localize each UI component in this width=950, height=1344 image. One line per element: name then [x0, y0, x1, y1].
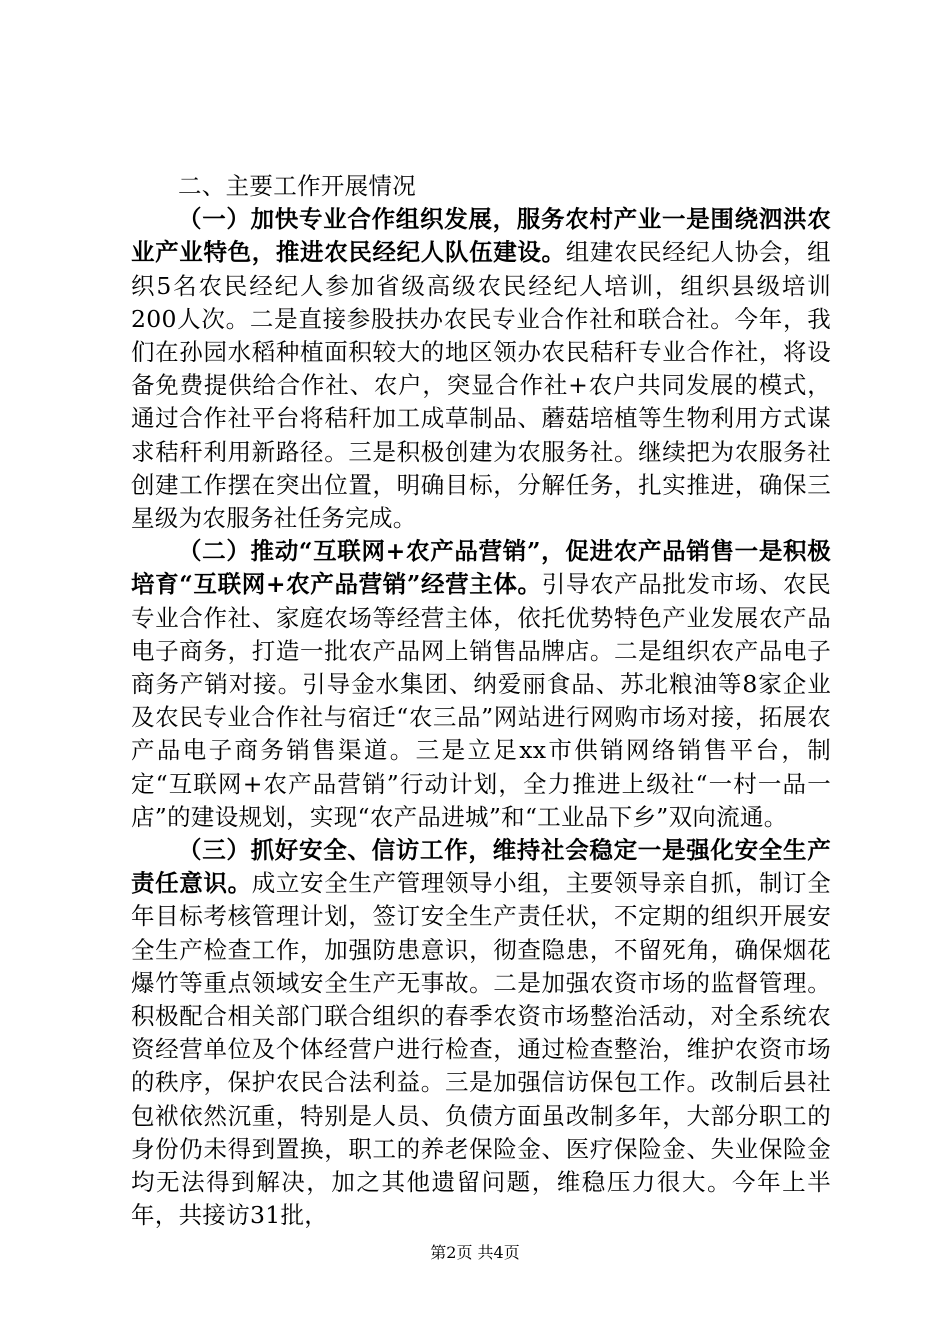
paragraph-1-body: 组建农民经纪人协会，组织5名农民经纪人参加省级高级农民经纪人培训，组织县级培训200人次。二是直接参股扶办农民专业合作社和联合社。今年，我们在孙园水稻种植面积较大的地区领办农民秸秆专业合作社，将设备免费提供给合作社、农户，突显合作社+农户共同发展的模式，通过合作社平台将秸秆加工成草制品、蘑菇培植等生物利用方式谋求秸秆利用新路径。三是积极创建为农服务社。继续把为农服务社创建工作摆在突出位置，明确目标，分解任务，扎实推进，确保三星级为农服务社任务完成。: [131, 238, 831, 533]
paragraph-2: [131, 535, 831, 834]
paragraph-3-lead: （三）抓好安全、信访工作，维持社会稳定一是强化安全生产责任意识。: [131, 836, 831, 898]
paragraph-2-body: 引导农产品批发市场、农民专业合作社、家庭农场等经营主体，依托优势特色产业发展农产品电子商务，打造一批农产品网上销售品牌店。二是组织农产品电子商务产销对接。引导金水集团、纳爱丽食品、苏北粮油等8家企业及农民专业合作社与宿迁“农三品”网站进行网购市场对接，拓展农产品电子商务销售渠道。三是立足xx市供销网络销售平台，制定“互联网+农产品营销”行动计划，全力推进上级社“一村一品一店”的建设规划，实现“农产品进城”和“工业品下乡”双向流通。: [131, 570, 831, 831]
paragraph-3-body: 成立安全生产管理领导小组，主要领导亲自抓，制订全年目标考核管理计划，签订安全生产责任状，不定期的组织开展安全生产检查工作，加强防患意识，彻查隐患，不留死角，确保烟花爆竹等重点领域安全生产无事故。二是加强农资市场的监督管理。积极配合相关部门联合组织的春季农资市场整治活动，对全系统农资经营单位及个体经营户进行检查，通过检查整治，维护农资市场的秩序，保护农民合法利益。三是加强信访保包工作。改制后县社包袱依然沉重，特别是人员、负债方面虽改制多年，大部分职工的身份仍未得到置换，职工的养老保险金、医疗保险金、失业保险金均无法得到解决，加之其他遗留问题，维稳压力很大。今年上半年，共接访31批，: [131, 869, 831, 1230]
document-body: [131, 170, 831, 1233]
section-heading: 二、主要工作开展情况: [178, 172, 416, 200]
paragraph-1-lead: （一）加快专业合作组织发展，服务农村产业一是围绕泗洪农业产业特色，推进农民经纪人队伍建设。: [131, 205, 831, 267]
page-number-footer: 第2页 共4页: [430, 1243, 520, 1262]
paragraph-2-lead: （二）推动“互联网+农产品营销”，促进农产品销售一是积极培育“互联网+农产品营销”经营主体。: [131, 537, 831, 599]
paragraph-1: [131, 203, 831, 535]
paragraph-3: [131, 834, 831, 1232]
